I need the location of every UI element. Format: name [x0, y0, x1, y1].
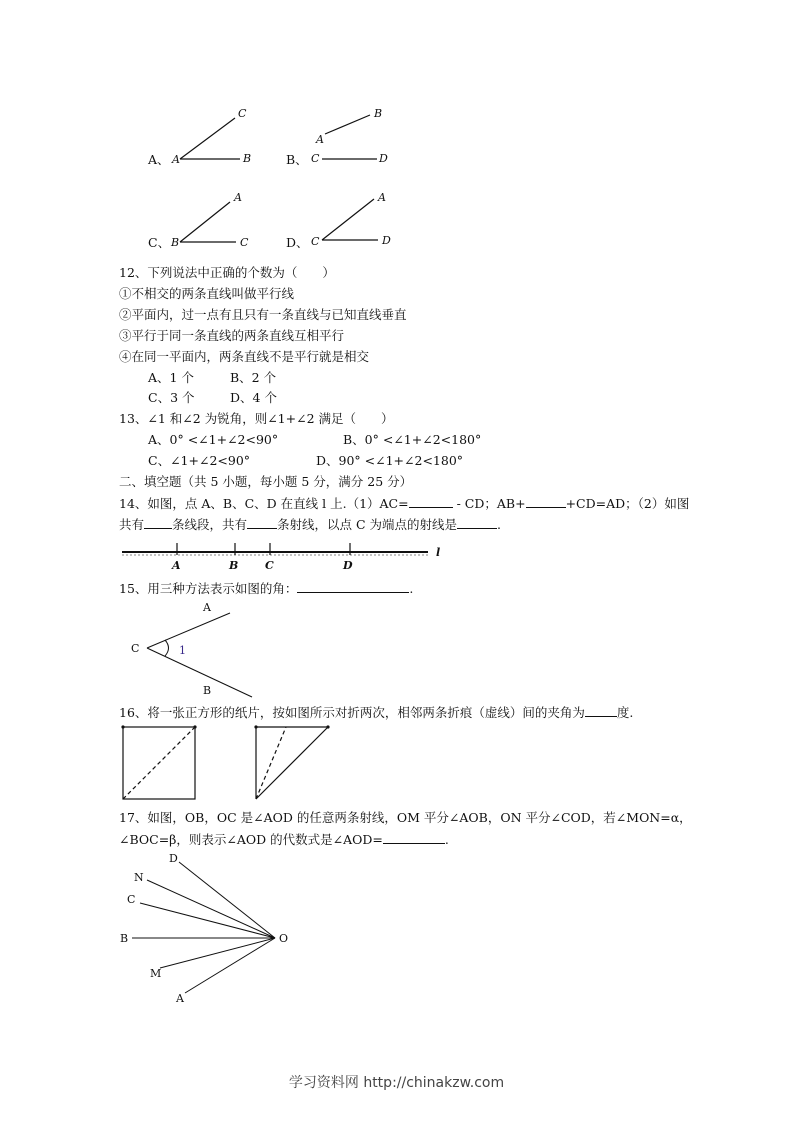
- answer-blank: [409, 495, 453, 508]
- point-label: A: [234, 191, 242, 204]
- q14-line-2: [119, 516, 501, 533]
- q11-option-d: D、: [286, 235, 309, 250]
- ray-label-b: B: [120, 932, 129, 945]
- q13-option-c: C、∠1+∠2<90°: [148, 453, 251, 468]
- point-label-b: B: [203, 684, 212, 697]
- point-label-b: B: [229, 559, 239, 572]
- q13-option-d: D、90° <∠1+∠2<180°: [316, 453, 464, 468]
- q15-stem: 15、用三种方法表示如图的角：: [119, 581, 298, 596]
- vertex-label-o: O: [279, 932, 289, 945]
- section-title: 二、填空题（共 5 小题，每小题 5 分，满分 25 分）: [119, 474, 413, 489]
- q14-line-1: [119, 495, 689, 512]
- q11-figure-a: [171, 107, 251, 166]
- ray-label-a: A: [176, 992, 184, 1005]
- q15-figure: [131, 601, 252, 697]
- point-label: B: [171, 236, 180, 249]
- point-label: C: [311, 235, 320, 248]
- q17-end: .: [444, 832, 449, 847]
- q11-figure-b: [311, 107, 388, 165]
- footer-watermark: 学习资料网 http://chinakzw.com: [288, 1075, 505, 1091]
- q11-figure-c: [170, 191, 249, 249]
- q14-text-4: 共有: [119, 517, 145, 532]
- q16-end: 度.: [616, 705, 634, 720]
- q12-option-d: D、4 个: [230, 390, 277, 405]
- q15-end: .: [409, 581, 414, 596]
- ray-label-c: C: [127, 893, 136, 906]
- q12-statement-3: ③平行于同一条直线的两条直线互相平行: [119, 328, 345, 343]
- q12-option-a: A、1 个: [148, 370, 194, 385]
- answer-blank: [585, 704, 617, 717]
- point-label-a: A: [203, 601, 211, 614]
- q12-option-b: B、2 个: [230, 370, 277, 385]
- q12-statement-4: ④在同一平面内，两条直线不是平行就是相交: [119, 349, 370, 364]
- q12-option-c: C、3 个: [148, 390, 195, 405]
- q14-text-5: 条线段，共有: [172, 517, 248, 532]
- q17-line-1: 17、如图，OB，OC 是∠AOD 的任意两条射线，OM 平分∠AOB，ON 平分∠COD，若∠MON=α，: [119, 810, 692, 825]
- point-label: A: [316, 133, 324, 146]
- q12-statement-1: ①不相交的两条直线叫做平行线: [119, 286, 295, 301]
- line-label-l: l: [436, 546, 441, 559]
- point-label: B: [374, 107, 383, 120]
- q12-statement-2: ②平面内，过一点有且只有一条直线与已知直线垂直: [119, 307, 407, 322]
- ray-label-m: M: [150, 967, 162, 980]
- q13-option-a: A、0° <∠1+∠2<90°: [148, 432, 279, 447]
- q11-option-c: C、: [148, 235, 171, 250]
- q16-stem: 16、将一张正方形的纸片，按如图所示对折两次，相邻两条折痕（虚线）间的夹角为: [119, 705, 585, 720]
- q14-text-2: - CD；AB+: [456, 496, 526, 511]
- q13-option-b: B、0° <∠1+∠2<180°: [343, 432, 482, 447]
- q11-option-b: B、: [286, 152, 308, 167]
- answer-blank: [144, 516, 172, 529]
- q14-text-7: .: [497, 517, 502, 532]
- q14-text-3: +CD=AD；（2）如图: [565, 496, 690, 511]
- q12-stem: 12、下列说法中正确的个数为（ ）: [119, 265, 335, 280]
- q13-stem: 13、∠1 和∠2 为锐角，则∠1+∠2 满足（ ）: [119, 411, 394, 426]
- q11-figure-d: [311, 191, 391, 248]
- point-label-c: C: [265, 559, 274, 572]
- angle-label-1: 1: [179, 644, 186, 657]
- answer-blank: [297, 580, 409, 593]
- q14-figure: [122, 543, 440, 572]
- point-label: A: [378, 191, 386, 204]
- q14-text-1: 14、如图，点 A、B、C、D 在直线 l 上.（1）AC=: [119, 496, 409, 511]
- q15-stem-line: [119, 580, 413, 597]
- point-label: C: [240, 236, 249, 249]
- point-label: D: [382, 234, 391, 247]
- ray-label-d: D: [169, 852, 178, 865]
- q17-line-2: [119, 831, 449, 848]
- q11-option-a: A、: [148, 152, 170, 167]
- point-label-a: A: [172, 559, 181, 572]
- point-label: A: [172, 153, 180, 166]
- ray-label-n: N: [134, 871, 144, 884]
- q17-text: ∠BOC=β，则表示∠AOD 的代数式是∠AOD=: [119, 832, 383, 847]
- point-label: B: [243, 152, 252, 165]
- point-label: C: [311, 152, 320, 165]
- point-label: C: [238, 107, 247, 120]
- q17-figure: [120, 852, 288, 1005]
- answer-blank: [383, 831, 445, 844]
- q16-figure-folded: [254, 725, 329, 799]
- q16-stem-line: [119, 704, 633, 721]
- point-label-c: C: [131, 642, 140, 655]
- q14-text-6: 条射线，以点 C 为端点的射线是: [277, 517, 458, 532]
- answer-blank: [526, 495, 566, 508]
- answer-blank: [457, 516, 497, 529]
- point-label: D: [379, 152, 388, 165]
- answer-blank: [247, 516, 277, 529]
- point-label-d: D: [343, 559, 353, 572]
- q16-figure-square: [121, 725, 196, 799]
